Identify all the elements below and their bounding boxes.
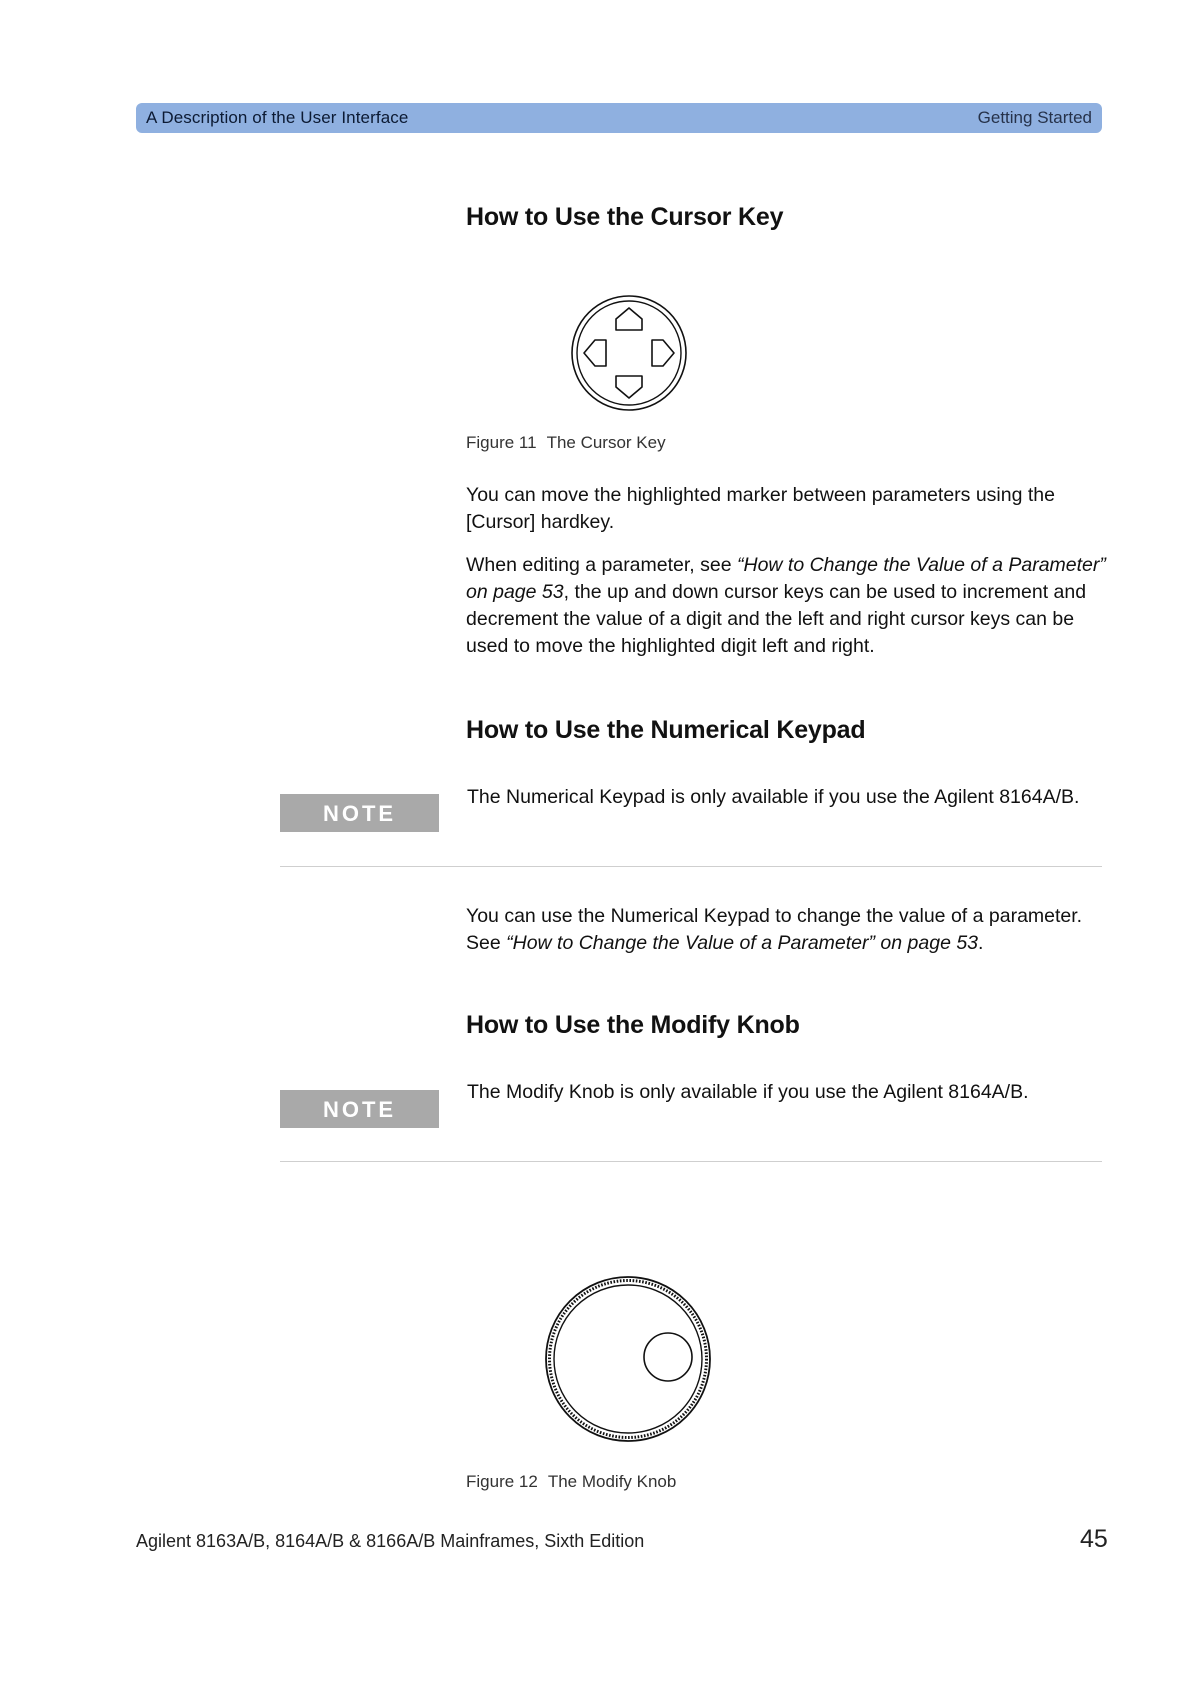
cursor-right-arrow-icon — [652, 340, 674, 366]
figure-11-caption — [466, 433, 666, 453]
note-label-keypad: NOTE — [280, 794, 439, 832]
figure-11-number: Figure 11 — [466, 433, 537, 452]
header-chapter-title: Getting Started — [977, 108, 1092, 127]
note-text-keypad: The Numerical Keypad is only available if you use the Agilent 8164A/B. — [467, 786, 1080, 808]
header-section-title: A Description of the User Interface — [146, 108, 409, 127]
page-number: 45 — [1080, 1525, 1108, 1553]
figure-12-number: Figure 12 — [466, 1472, 538, 1491]
knob-finger-dimple — [644, 1333, 692, 1381]
cursor-key-outer-ring — [572, 296, 686, 410]
cross-reference-link[interactable]: “How to Change the Value of a Parameter” on page 53 — [466, 554, 1106, 603]
cursor-key-figure — [569, 293, 689, 413]
cross-reference-link[interactable]: “How to Change the Value of a Parameter” on page 53 — [506, 932, 979, 954]
figure-12-caption — [466, 1472, 676, 1492]
note-divider-knob — [280, 1161, 1102, 1162]
heading-cursor-key: How to Use the Cursor Key — [466, 203, 784, 231]
modify-knob-figure — [543, 1274, 713, 1444]
knob-inner-ring — [554, 1285, 702, 1433]
keypad-paragraph — [466, 903, 1106, 957]
note-label-knob: NOTE — [280, 1090, 439, 1128]
heading-modify-knob: How to Use the Modify Knob — [466, 1011, 800, 1039]
knob-knurled-edge — [550, 1281, 707, 1438]
running-header — [136, 103, 1102, 133]
cursor-key-inner-ring — [577, 301, 681, 405]
note-divider-keypad — [280, 866, 1102, 867]
heading-numerical-keypad: How to Use the Numerical Keypad — [466, 716, 866, 744]
note-text-knob: The Modify Knob is only available if you use the Agilent 8164A/B. — [467, 1081, 1029, 1103]
figure-12-title: The Modify Knob — [547, 1472, 677, 1491]
knob-outer-ring — [546, 1277, 710, 1441]
cursor-paragraph-2 — [466, 552, 1106, 660]
cursor-up-arrow-icon — [616, 308, 642, 330]
figure-11-title: The Cursor Key — [546, 433, 666, 452]
keypad-paragraph-start: You can use the Numerical Keypad to change the value of a parameter. See — [466, 905, 1083, 954]
footer-document-title: Agilent 8163A/B, 8164A/B & 8166A/B Mainframes, Sixth Edition — [136, 1531, 645, 1551]
cursor-paragraph-2-start: When editing a parameter, see — [466, 554, 737, 576]
cursor-down-arrow-icon — [616, 376, 642, 398]
keypad-paragraph-end: . — [978, 932, 984, 954]
cursor-paragraph-1: You can move the highlighted marker between parameters using the [Cursor] hardkey. — [466, 484, 1055, 533]
cursor-paragraph-2-end: , the up and down cursor keys can be used to increment and decrement the value of a digit and the left and right cursor keys can be used to move the highlighted digit left and right. — [466, 581, 1087, 657]
cursor-left-arrow-icon — [584, 340, 606, 366]
